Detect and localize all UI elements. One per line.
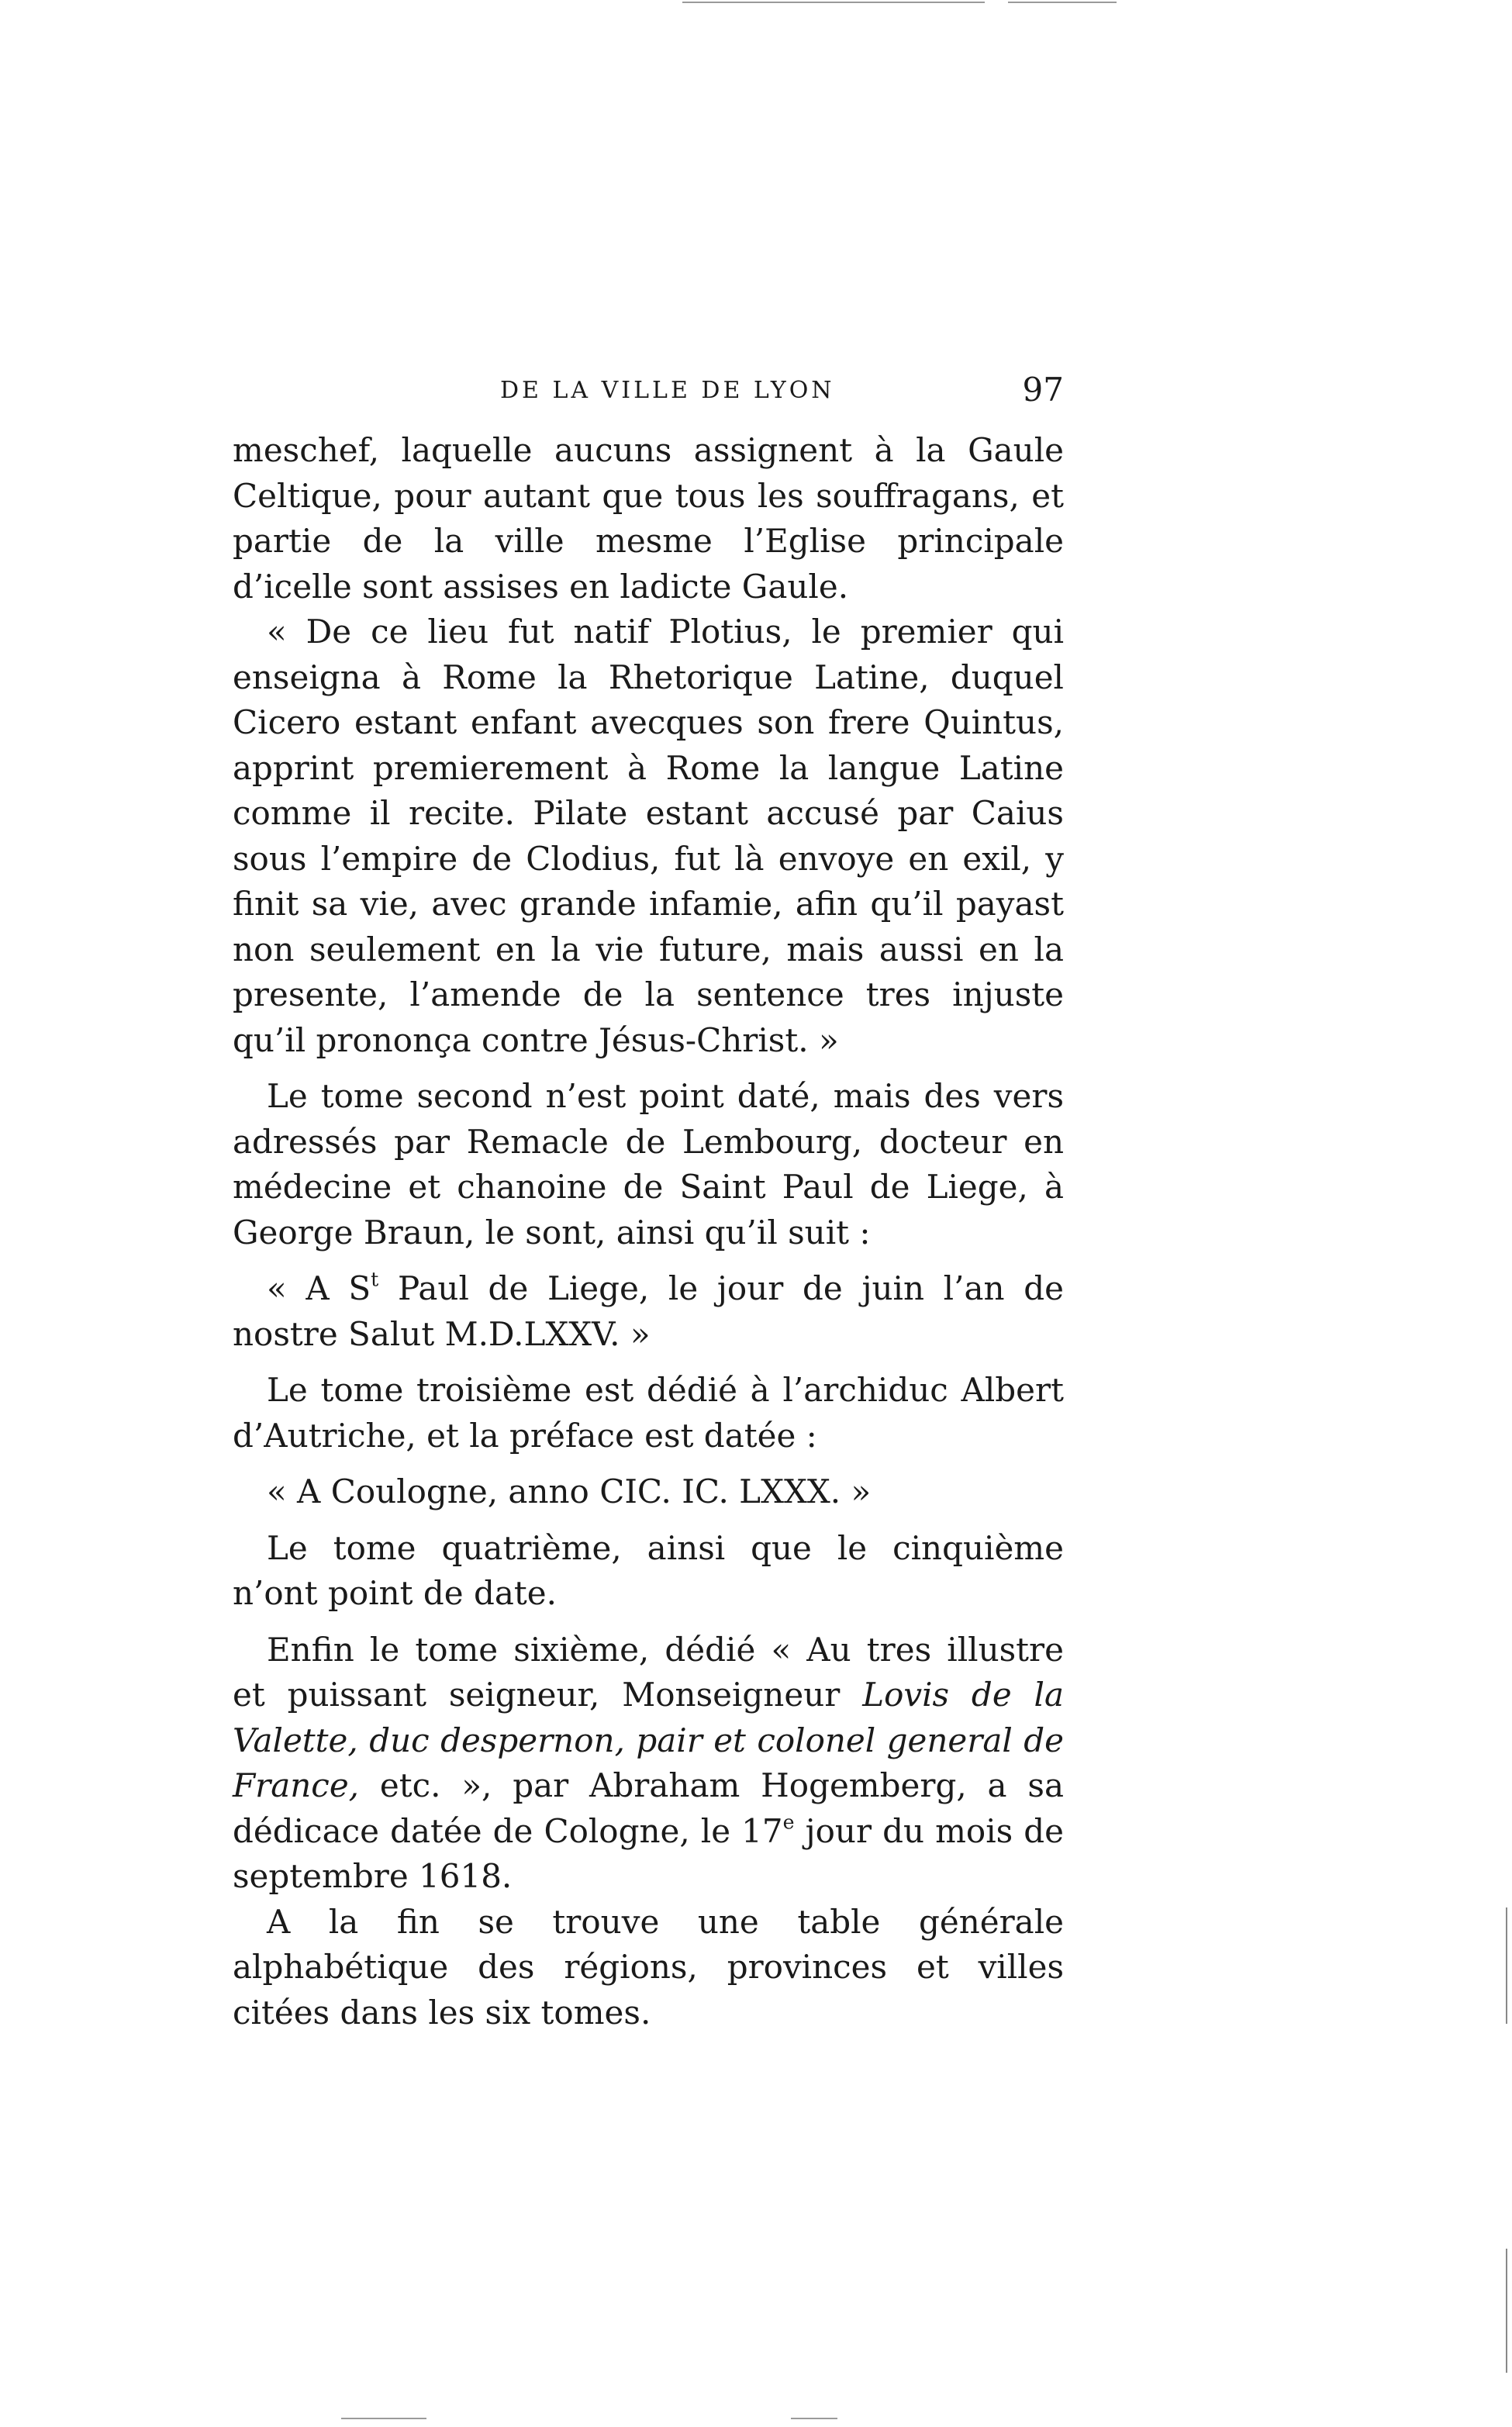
paragraph: Le tome quatrième, ainsi que le cinquième n’ont point de date. [233, 1528, 1064, 1612]
paragraph-quote: « De ce lieu fut natif Plotius, le premier qui enseigna à Rome la Rhetorique Latine, duquel Cicero estant enfant avecques son frere Quintus, apprint premierement à Rome la langue Latine comme il recite. Pilate estant accusé par Caius sous l’empire de Clodius, fut là envoye en exil, y finit sa vie, avec grande infamie, afin qu’il payast non seulement en la vie future, mais aussi en la presente, l’amende de la sentence tres injuste qu’il prononça contre Jésus-Christ. » [233, 613, 1064, 1059]
scan-edge-bottom [341, 2418, 426, 2419]
scan-edge-top [1008, 2, 1117, 3]
scan-edge-right [1506, 2249, 1507, 2373]
scan-edge-right [1506, 1907, 1507, 2024]
paragraph: Le tome troisième est dédié à l’archiduc Albert d’Autriche, et la préface est datée : [233, 1371, 1064, 1455]
superscript: e [782, 1810, 795, 1833]
running-title: DE LA VILLE DE LYON [500, 377, 835, 404]
superscript: t [371, 1268, 379, 1291]
scan-edge-bottom [791, 2418, 837, 2419]
text-segment: « A S [267, 1269, 371, 1307]
scan-edge-top [682, 2, 985, 3]
paragraph: A la fin se trouve une table générale alphabétique des régions, provinces et villes citées dans les six tomes. [233, 1902, 1064, 2032]
text-segment: etc. », par Abraham Hogemberg, a sa dédicace datée de Cologne, le 17 [233, 1766, 1064, 1850]
paragraph [233, 1628, 1064, 1900]
italic-name: Lovis de la Valette, duc despernon, pair et colonel general de France, [233, 1676, 1064, 1804]
text-segment: Paul de Liege, le jour de juin l’an de nostre Salut M.D.LXXV. » [233, 1269, 1064, 1353]
paragraph-quote [233, 1266, 1064, 1357]
text-segment: jour du mois de septembre 1618. [233, 1811, 1064, 1895]
page-body [233, 428, 1064, 2035]
text-segment: Enfin le tome sixième, dédié « Au tres illustre et puissant seigneur, Monseigneur [233, 1630, 1064, 1714]
page-number: 97 [1022, 371, 1064, 409]
paragraph: meschef, laquelle aucuns assignent à la Gaule Celtique, pour autant que tous les souffragans, et partie de la ville mesme l’Eglise principale d’icelle sont assises en ladicte Gaule. [233, 431, 1064, 606]
paragraph: Le tome second n’est point daté, mais des vers adressés par Remacle de Lembourg, docteur en médecine et chanoine de Saint Paul de Liege, à George Braun, le sont, ainsi qu’il suit : [233, 1077, 1064, 1251]
page-header [233, 371, 1064, 417]
paragraph-quote: « A Coulogne, anno CIC. IC. LXXX. » [267, 1472, 872, 1510]
